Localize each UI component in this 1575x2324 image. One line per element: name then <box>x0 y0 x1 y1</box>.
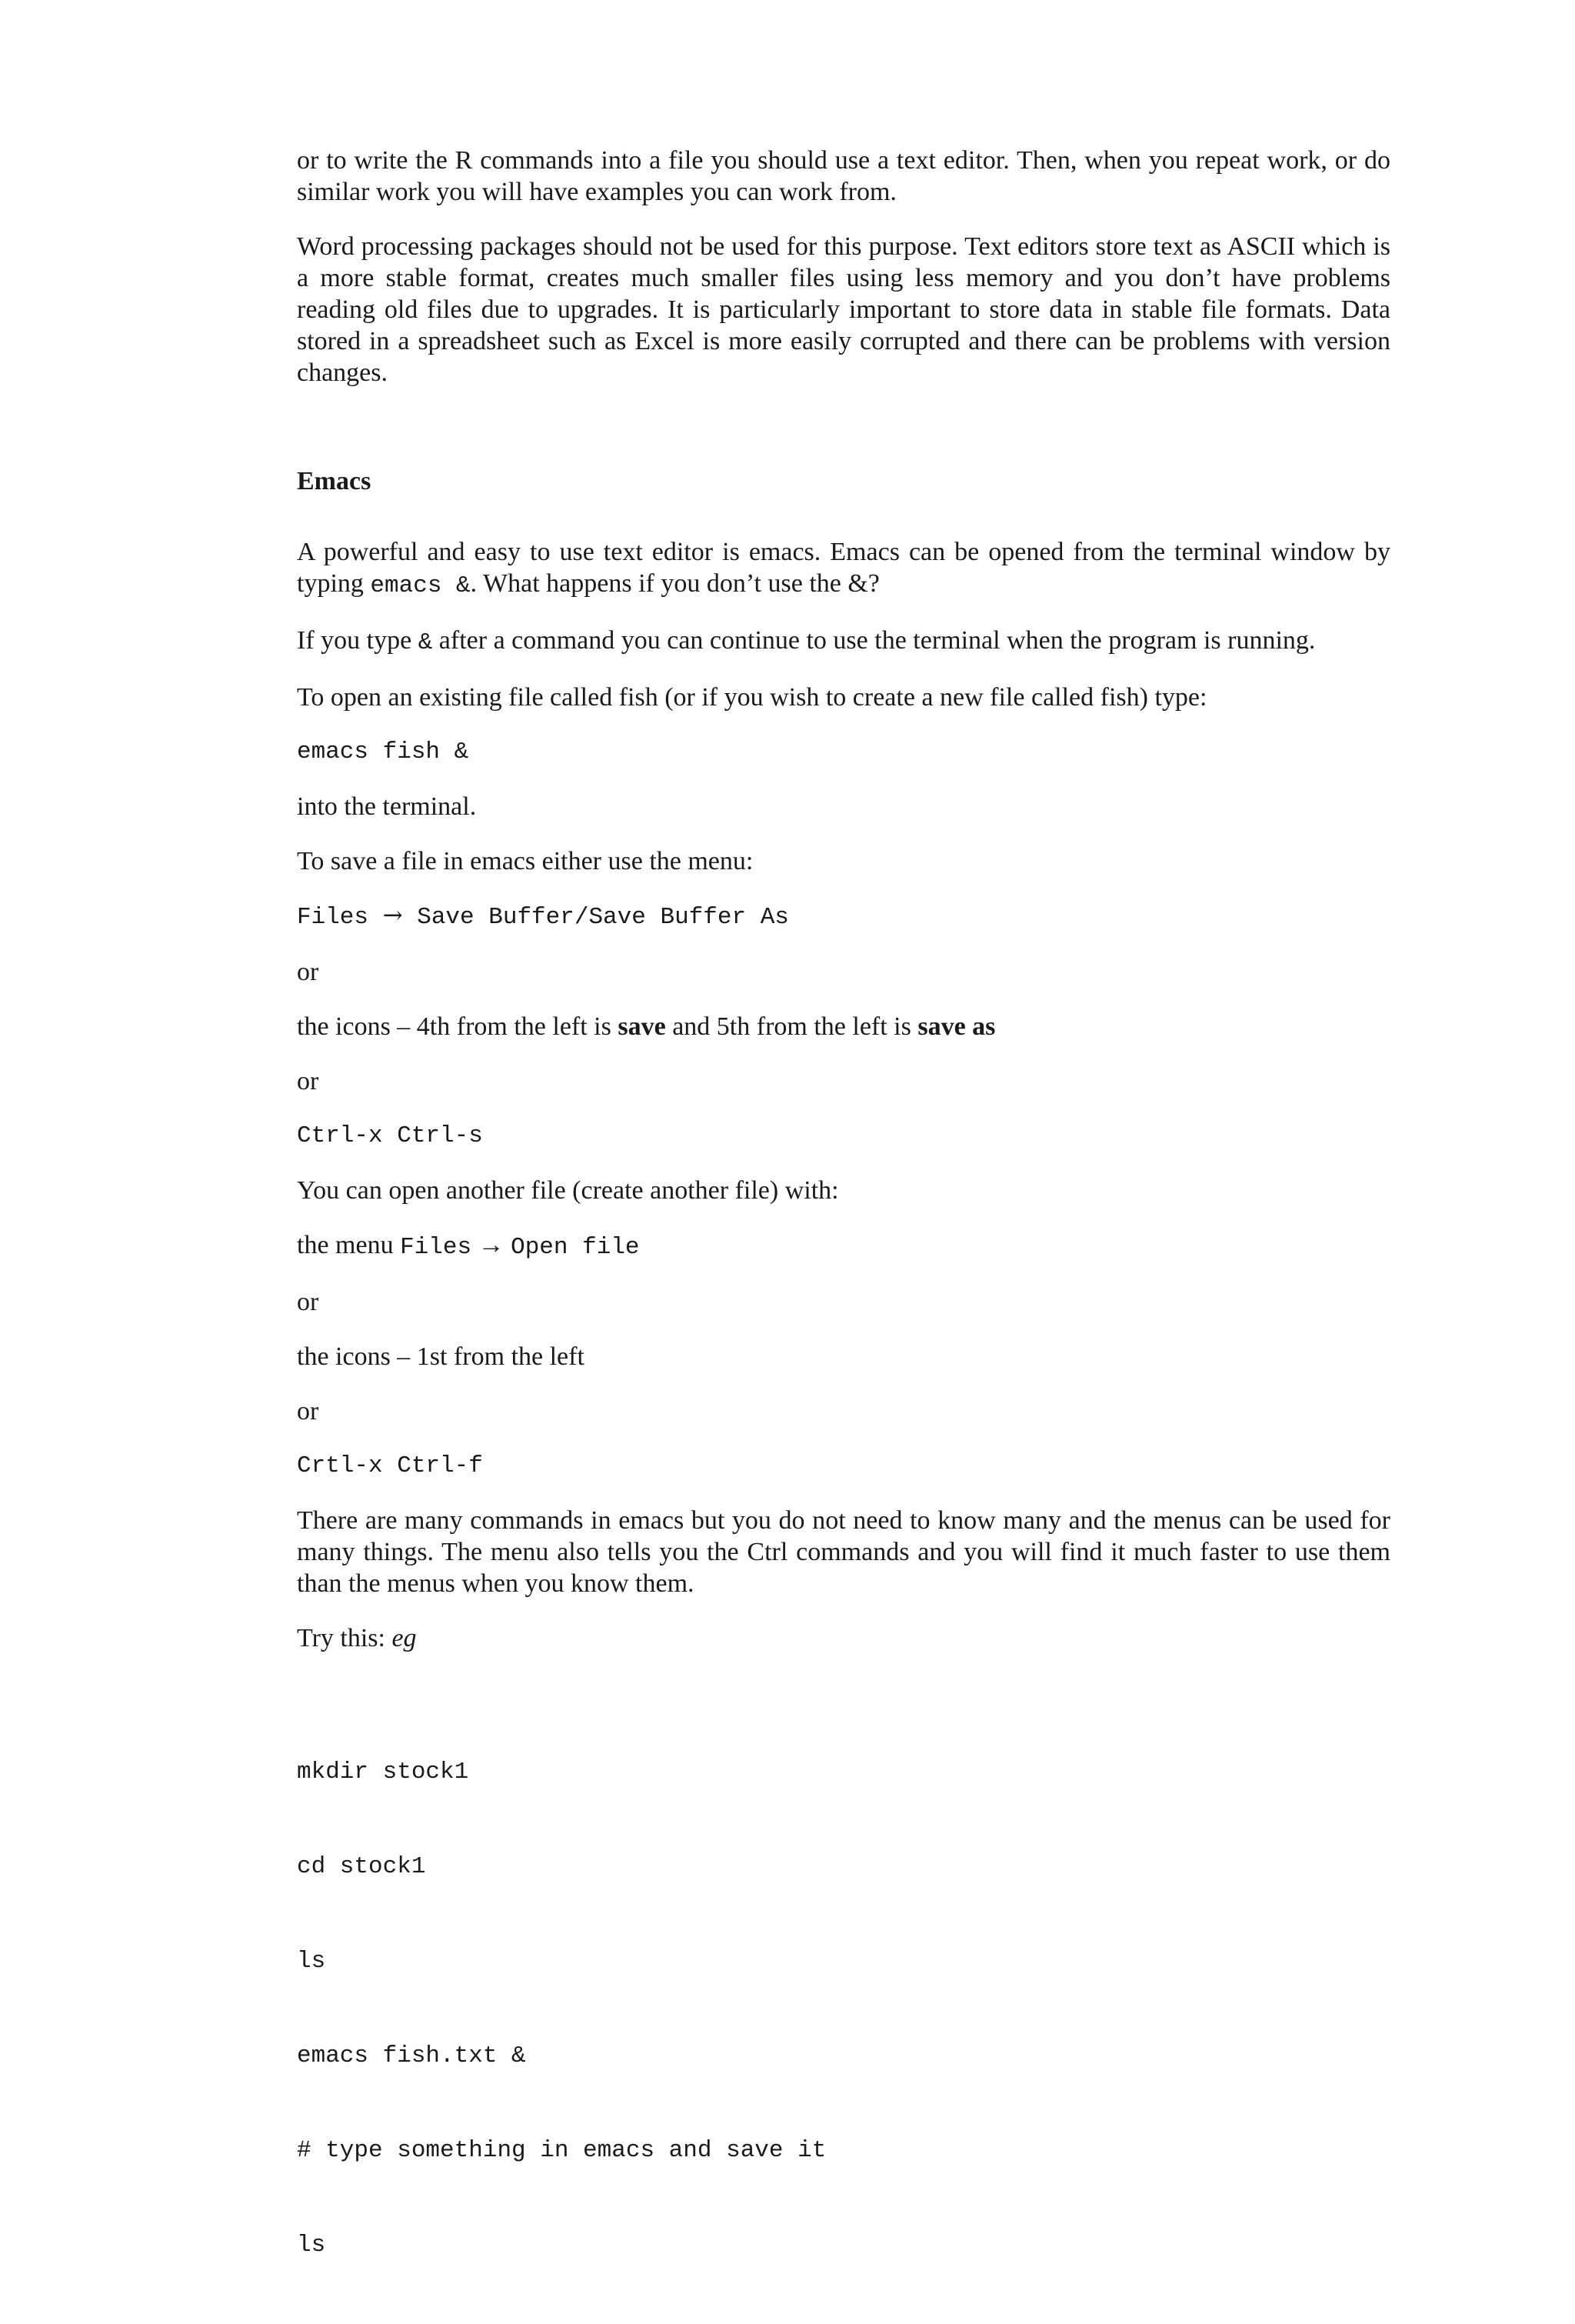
text-run: the menu <box>297 1231 401 1259</box>
or-text: or <box>297 1067 319 1095</box>
arrow-right-icon: → <box>382 902 403 929</box>
inline-code: & <box>418 629 433 656</box>
text-run: after a command you can continue to use the terminal when the program is running. <box>432 626 1316 655</box>
or-text: or <box>297 1288 319 1316</box>
emacs-paragraph-6: You can open another file (create another file) with: <box>297 1176 839 1205</box>
emacs-paragraph-2 <box>297 625 1390 659</box>
menu-files: Files <box>400 1234 472 1261</box>
or-text: or <box>297 958 319 986</box>
command-open-fish: emacs fish & <box>297 739 469 765</box>
icons-save-paragraph <box>297 1011 1390 1042</box>
try-this <box>297 1622 1390 1654</box>
bold-save-as: save as <box>917 1012 996 1041</box>
emacs-paragraph-4: into the terminal. <box>297 792 477 821</box>
spacer <box>297 412 1390 465</box>
menu-open-paragraph <box>297 1229 1390 1263</box>
menu-save-buffer: Save Buffer/Save Buffer As <box>417 904 789 931</box>
spacer <box>297 1677 1390 1693</box>
or-text: or <box>297 1397 319 1425</box>
italic-eg: eg <box>391 1624 417 1652</box>
emacs-paragraph-1 <box>297 536 1390 602</box>
emacs-paragraph-3: To open an existing file called fish (or if you wish to create a new file called fish) type: <box>297 683 1207 712</box>
code-line: ls <box>297 2232 326 2259</box>
intro-paragraph-1: or to write the R commands into a file you should use a text editor. Then, when you repeat work, or do similar work you will have examples you can work from. <box>297 146 1390 206</box>
text-run: If you type <box>297 626 418 655</box>
document-page <box>297 145 1390 2324</box>
icons-open-paragraph: the icons – 1st from the left <box>297 1342 584 1371</box>
spacer <box>297 497 1390 536</box>
text-run: the icons – 4th from the left is <box>297 1012 618 1041</box>
text-run: Try this: <box>297 1624 392 1652</box>
section-heading-emacs: Emacs <box>297 467 371 495</box>
code-line: emacs fish.txt & <box>297 2042 526 2069</box>
text-run: . What happens if you don’t use the &? <box>470 569 880 598</box>
menu-save-path <box>297 900 1390 933</box>
intro-paragraph-2: Word processing packages should not be used for this purpose. Text editors store text as ASCII which is a more stable format, creates much smaller files using less memory and you don’t have problems reading old files due to upgrades. It is particularly important to store data in stable file formats. Data stored in a spreadsheet such as Excel is more easily corrupted and there can be problems with version changes. <box>297 232 1390 387</box>
emacs-paragraph-7: There are many commands in emacs but you do not need to know many and the menus can be used for many things. The menu also tells you the Ctrl commands and you will find it much faster to use them than the menus when you know them. <box>297 1506 1390 1598</box>
code-line: # type something in emacs and save it <box>297 2137 827 2164</box>
keys-open: Crtl-x Ctrl-f <box>297 1452 483 1479</box>
text-run: A powerful and easy to use text editor is emacs. Emacs can be opened from the terminal window by typing <box>297 538 1390 598</box>
keys-save: Ctrl-x Ctrl-s <box>297 1122 483 1149</box>
bold-save: save <box>618 1012 666 1041</box>
code-example <box>297 1693 1390 2324</box>
arrow-right-icon: → <box>478 1231 504 1259</box>
text-run: and 5th from the left is <box>665 1012 918 1041</box>
code-line: mkdir stock1 <box>297 1759 469 1786</box>
code-line: ls <box>297 1948 326 1975</box>
menu-open-file: Open file <box>511 1234 640 1261</box>
emacs-paragraph-5: To save a file in emacs either use the menu: <box>297 847 754 875</box>
inline-code: emacs & <box>370 572 471 599</box>
menu-files: Files <box>297 904 369 931</box>
code-line: cd stock1 <box>297 1853 426 1880</box>
